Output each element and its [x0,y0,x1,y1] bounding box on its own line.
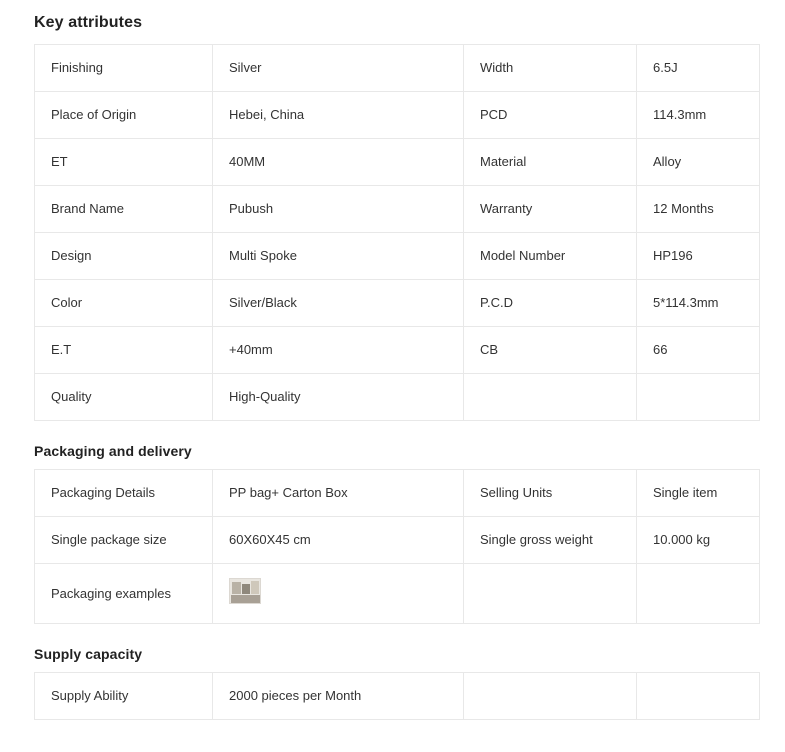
attribute-value: 114.3mm [637,92,760,139]
table-row [35,327,760,374]
attribute-label: Design [35,233,213,280]
attribute-value: 60X60X45 cm [213,517,464,564]
attribute-label: Selling Units [464,470,637,517]
thumbnail-shape [232,582,241,594]
attribute-value-empty [637,374,760,421]
attribute-value: Single item [637,470,760,517]
attribute-label: Supply Ability [35,672,213,719]
table-row [35,672,760,719]
table-row [35,186,760,233]
packaging-section-title: Packaging and delivery [34,443,192,459]
table-row [35,233,760,280]
attribute-label: Model Number [464,233,637,280]
attribute-label: Single gross weight [464,517,637,564]
attribute-label: ET [35,139,213,186]
attribute-label: Place of Origin [35,92,213,139]
packaging-delivery-table [34,469,760,624]
attribute-value-empty [637,672,760,719]
thumbnail-shape [231,595,260,603]
attribute-value: Alloy [637,139,760,186]
attribute-value: 10.000 kg [637,517,760,564]
attribute-label-empty [464,564,637,624]
attribute-label-empty [464,374,637,421]
attribute-label: CB [464,327,637,374]
attribute-value: 12 Months [637,186,760,233]
attribute-label: Width [464,45,637,92]
attribute-label: Single package size [35,517,213,564]
table-row [35,517,760,564]
key-attributes-table [34,44,760,421]
attribute-value: PP bag+ Carton Box [213,470,464,517]
attribute-label: Packaging Details [35,470,213,517]
attribute-value: Pubush [213,186,464,233]
table-row [35,280,760,327]
attribute-value: Silver [213,45,464,92]
table-row [35,45,760,92]
table-row [35,139,760,186]
attribute-label: Color [35,280,213,327]
page-title: Key attributes [34,14,143,31]
attribute-value: HP196 [637,233,760,280]
attribute-label: E.T [35,327,213,374]
attribute-label: Packaging examples [35,564,213,624]
thumbnail-shape [251,581,259,594]
attribute-value: 2000 pieces per Month [213,672,464,719]
table-row [35,374,760,421]
attribute-value: Multi Spoke [213,233,464,280]
supply-capacity-table [34,672,760,720]
attribute-value: 40MM [213,139,464,186]
attribute-label-empty [464,672,637,719]
table-row [35,470,760,517]
attribute-value: High-Quality [213,374,464,421]
attribute-label: Brand Name [35,186,213,233]
attribute-label: P.C.D [464,280,637,327]
attribute-label: PCD [464,92,637,139]
attribute-value: Hebei, China [213,92,464,139]
attribute-label: Finishing [35,45,213,92]
attribute-label: Quality [35,374,213,421]
attribute-value: 6.5J [637,45,760,92]
attribute-label: Warranty [464,186,637,233]
supply-capacity-section-title: Supply capacity [34,645,143,662]
attribute-value: 66 [637,327,760,374]
attribute-value-empty [637,564,760,624]
table-row [35,564,760,624]
attribute-value: 5*114.3mm [637,280,760,327]
thumbnail-shape [242,584,250,594]
attribute-value: Silver/Black [213,280,464,327]
packaging-thumbnail-image[interactable] [229,578,261,604]
packaging-example-cell [213,564,464,624]
table-row [35,92,760,139]
attribute-label: Material [464,139,637,186]
attribute-value: +40mm [213,327,464,374]
